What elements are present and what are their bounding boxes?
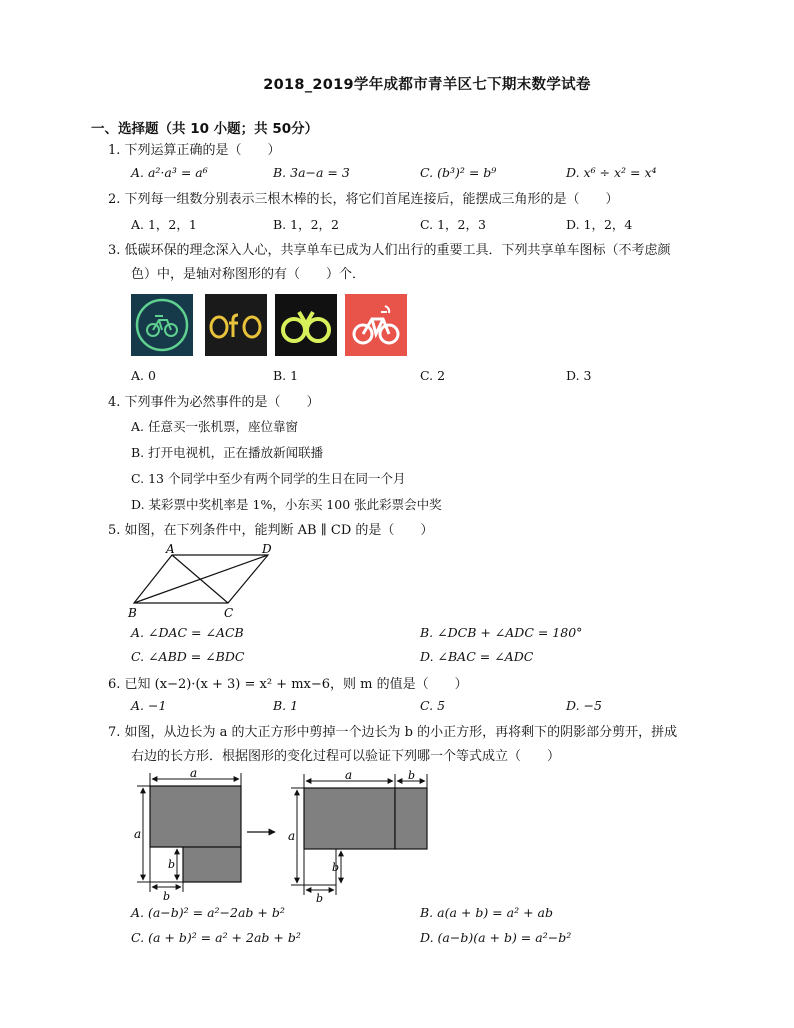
q3-option-a: A. 0: [131, 368, 156, 383]
q4-option-a: A. 任意买一张机票，座位靠窗: [131, 419, 298, 434]
q5-option-b: B. ∠DCB + ∠ADC = 180°: [420, 625, 583, 640]
question-6-stem: 6. 已知 (x−2)·(x + 3) = x² + mx−6，则 m 的值是（ ）: [108, 677, 468, 692]
point-label-d: D: [262, 543, 272, 556]
q3-option-c: C. 2: [420, 368, 446, 383]
parallelogram-figure: [125, 543, 285, 623]
q6-option-b: B. 1: [273, 698, 299, 713]
q4-option-c: C. 13 个同学中至少有两个同学的生日在同一个月: [131, 471, 406, 486]
label-a-side-left: a: [134, 827, 142, 841]
question-7-stem-line1: 7. 如图，从边长为 a 的大正方形中剪掉一个边长为 b 的小正方形，再将剩下的阴影部分剪开，拼成: [108, 725, 678, 740]
q7-option-a: A. (a−b)² = a²−2ab + b²: [131, 905, 285, 920]
q6-option-d: D. −5: [566, 698, 602, 713]
q5-option-a: A. ∠DAC = ∠ACB: [131, 625, 244, 640]
label-b-bottom-right: b: [316, 892, 324, 903]
q1-option-a: A. a²·a³ = a⁶: [131, 165, 208, 180]
q5-option-d: D. ∠BAC = ∠ADC: [420, 649, 534, 664]
point-label-c: C: [224, 606, 234, 620]
question-7-stem-line2: 右边的长方形．根据图形的变化过程可以验证下列哪一个等式成立（ ）: [131, 749, 561, 764]
question-3-stem-line1: 3. 低碳环保的理念深入人心，共享单车已成为人们出行的重要工具．下列共享单车图标（不考虑颜: [108, 243, 671, 258]
question-2-stem: 2. 下列每一组数分别表示三根木棒的长，将它们首尾连接后，能摆成三角形的是（ ）: [108, 192, 619, 207]
q1-option-b: B. 3a−a = 3: [273, 165, 350, 180]
q6-option-c: C. 5: [420, 698, 446, 713]
label-a-top-left: a: [190, 768, 198, 780]
q2-option-d: D. 1，2，4: [566, 217, 633, 232]
question-3-stem-line2: 色）中，是轴对称图形的有（ ）个．: [131, 267, 366, 282]
q3-option-b: B. 1: [273, 368, 299, 383]
infinity-bike-logo: [275, 294, 337, 356]
label-b-top-right: b: [408, 769, 416, 782]
q7-option-d: D. (a−b)(a + b) = a²−b²: [420, 930, 572, 945]
label-b-vertical-right: b: [332, 861, 340, 874]
mobike-logo: [345, 294, 407, 356]
section-heading: 一、选择题（共 10 小题；共 50分）: [91, 121, 319, 137]
question-1-stem: 1. 下列运算正确的是（ ）: [108, 143, 281, 158]
q2-option-c: C. 1，2，3: [420, 217, 486, 232]
bike-circle-logo: [131, 294, 193, 356]
q2-option-b: B. 1，2，2: [273, 217, 339, 232]
ofo-logo: [205, 294, 267, 356]
q3-option-d: D. 3: [566, 368, 592, 383]
q1-option-d: D. x⁶ ÷ x² = x⁴: [566, 165, 657, 180]
point-label-b: B: [128, 606, 137, 620]
q4-option-d: D. 某彩票中奖机率是 1%，小东买 100 张此彩票会中奖: [131, 497, 442, 512]
q7-option-c: C. (a + b)² = a² + 2ab + b²: [131, 930, 301, 945]
label-b-bottom-left: b: [163, 890, 171, 903]
q2-option-a: A. 1，2，1: [131, 217, 197, 232]
q4-option-b: B. 打开电视机，正在播放新闻联播: [131, 445, 324, 460]
q7-option-b: B. a(a + b) = a² + ab: [420, 905, 553, 920]
point-label-a: A: [166, 543, 175, 556]
page-title: 2018_2019学年成都市青羊区七下期末数学试卷: [263, 77, 591, 93]
q1-option-c: C. (b³)² = b⁹: [420, 165, 497, 180]
label-b-vertical-left: b: [168, 858, 176, 871]
square-rectangle-figure: [125, 768, 445, 903]
q5-option-c: C. ∠ABD = ∠BDC: [131, 649, 245, 664]
question-4-stem: 4. 下列事件为必然事件的是（ ）: [108, 395, 320, 410]
question-5-stem: 5. 如图，在下列条件中，能判断 AB ∥ CD 的是（ ）: [108, 523, 434, 538]
q6-option-a: A. −1: [131, 698, 167, 713]
label-a-top-right: a: [345, 768, 353, 782]
label-a-side-right: a: [288, 829, 296, 843]
